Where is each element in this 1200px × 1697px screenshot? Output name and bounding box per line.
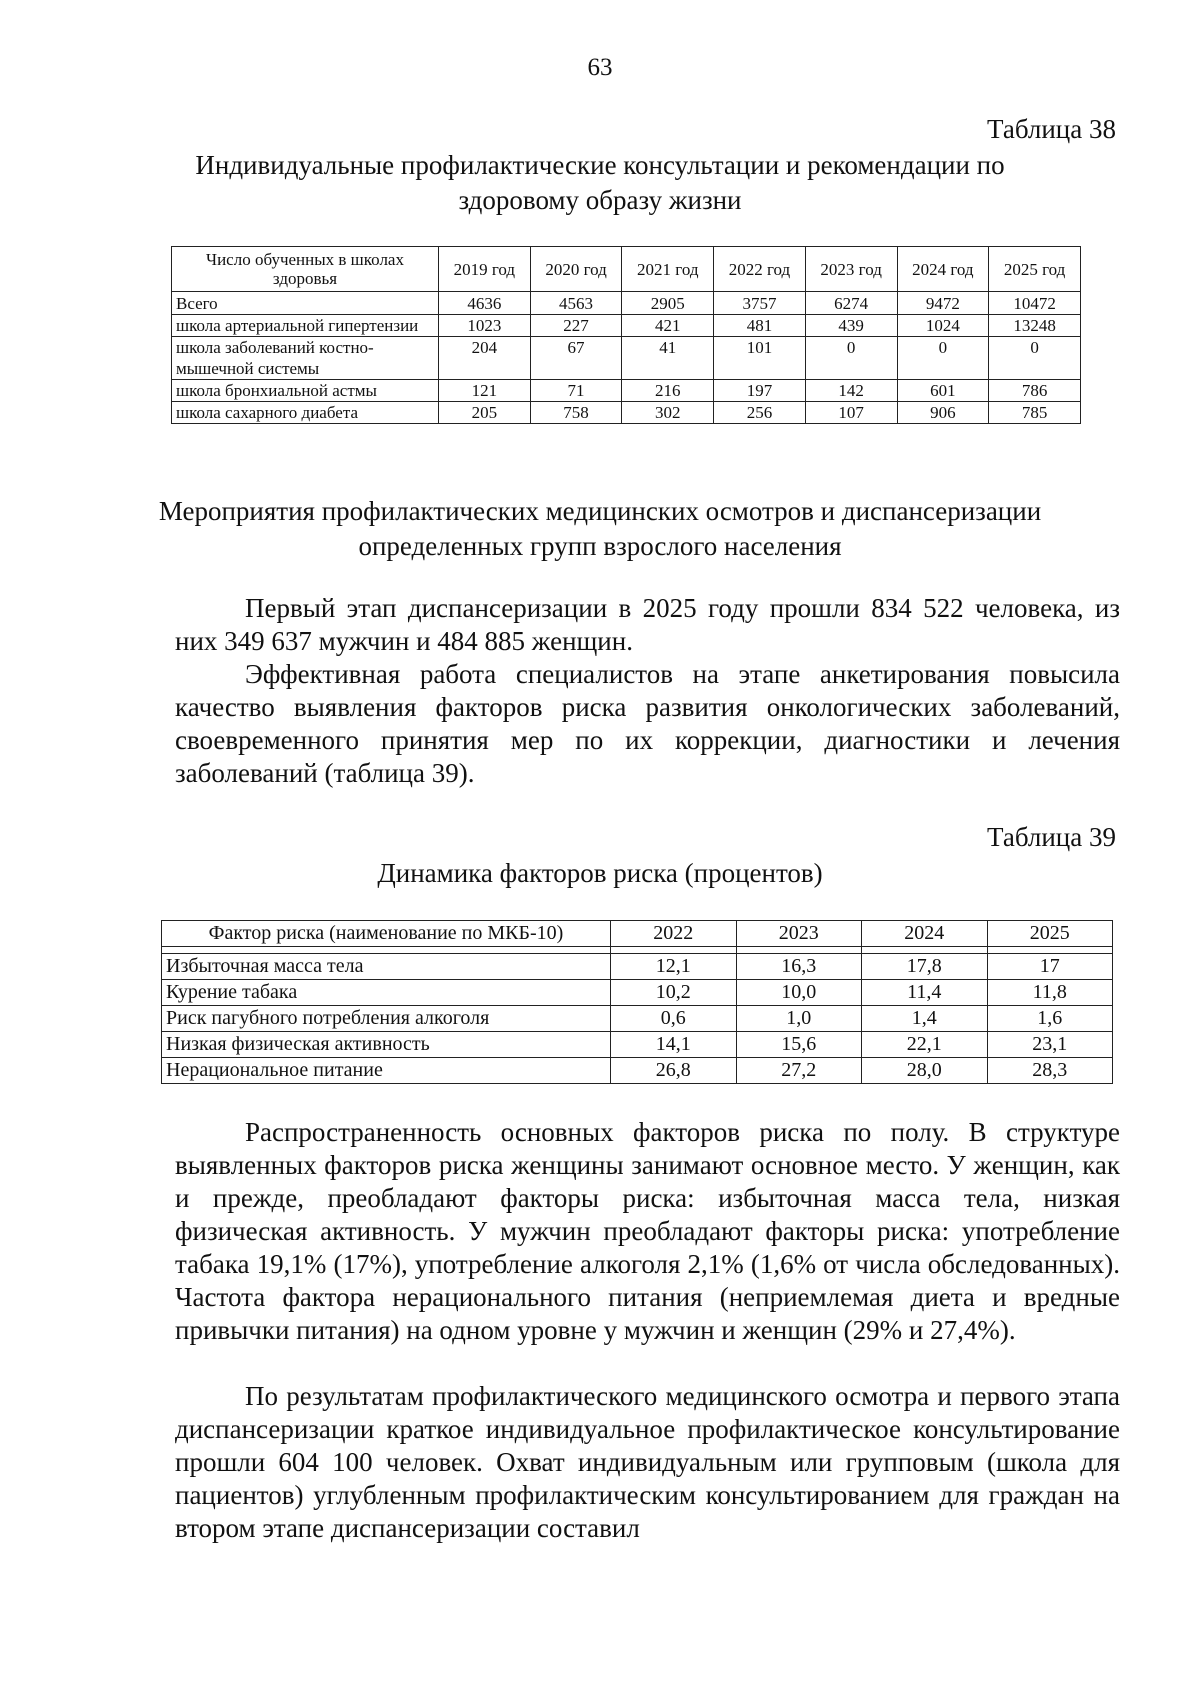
table38-cell: 785 bbox=[989, 402, 1081, 424]
table39-header-2022: 2022 bbox=[611, 921, 737, 947]
table39-cell: 28,3 bbox=[987, 1058, 1113, 1084]
table38-row-label: школа артериальной гипертензии bbox=[172, 315, 439, 337]
table39-row bbox=[162, 1032, 1113, 1058]
table38-cell: 302 bbox=[622, 402, 714, 424]
table39-cell: 10,2 bbox=[611, 980, 737, 1006]
table38-caption: Таблица 38 bbox=[987, 114, 1116, 144]
table38-cell: 439 bbox=[805, 315, 897, 337]
table39-cell: 17 bbox=[987, 954, 1113, 980]
table38-header-2021: 2021 год bbox=[622, 247, 714, 292]
table39-cell: 0,6 bbox=[611, 1006, 737, 1032]
table39-cell: 11,4 bbox=[862, 980, 988, 1006]
table38-cell: 71 bbox=[530, 380, 622, 402]
table39-cell: 15,6 bbox=[736, 1032, 862, 1058]
table38-row bbox=[172, 402, 1081, 424]
table38-header-2019: 2019 год bbox=[439, 247, 531, 292]
table38-row-label: школа сахарного диабета bbox=[172, 402, 439, 424]
table39-cell: 1,6 bbox=[987, 1006, 1113, 1032]
table38-cell: 0 bbox=[989, 337, 1081, 380]
table39-cell: 10,0 bbox=[736, 980, 862, 1006]
table39-row-label: Избыточная масса тела bbox=[162, 954, 611, 980]
table39-row bbox=[162, 1058, 1113, 1084]
table38-cell: 67 bbox=[530, 337, 622, 380]
table38-cell: 256 bbox=[714, 402, 806, 424]
table38-cell: 1024 bbox=[897, 315, 989, 337]
table38-row bbox=[172, 315, 1081, 337]
table38-cell: 906 bbox=[897, 402, 989, 424]
table39-spacer-cell bbox=[987, 947, 1113, 954]
table39-header-2023: 2023 bbox=[736, 921, 862, 947]
table39-cell: 1,0 bbox=[736, 1006, 862, 1032]
section-heading bbox=[120, 494, 1080, 564]
table39-cell: 12,1 bbox=[611, 954, 737, 980]
table38-cell: 4563 bbox=[530, 292, 622, 315]
table38-cell: 786 bbox=[989, 380, 1081, 402]
table39-cell: 28,0 bbox=[862, 1058, 988, 1084]
table39-cell: 27,2 bbox=[736, 1058, 862, 1084]
table38 bbox=[171, 246, 1081, 424]
table38-cell: 197 bbox=[714, 380, 806, 402]
table38-row-label: школа заболеваний костно-мышечной системы bbox=[172, 337, 439, 380]
table39-spacer-cell bbox=[611, 947, 737, 954]
table38-cell: 601 bbox=[897, 380, 989, 402]
table39-header-2025: 2025 bbox=[987, 921, 1113, 947]
table38-title-line2: здоровому образу жизни bbox=[458, 185, 742, 215]
paragraph-2: Эффективная работа специалистов на этапе анкетирования повысила качество выявления факторов риска развития онкологических заболеваний, своевременного принятия мер по их коррекции, диагностики и лечения заболеваний (таблица 39). bbox=[175, 659, 1120, 788]
paragraph-1: Первый этап диспансеризации в 2025 году прошли 834 522 человека, из них 349 637 мужчин и 484 885 женщин. bbox=[175, 593, 1120, 656]
table39-cell: 14,1 bbox=[611, 1032, 737, 1058]
table38-cell: 9472 bbox=[897, 292, 989, 315]
page-number: 63 bbox=[587, 54, 613, 81]
paragraph-3: Распространенность основных факторов риска по полу. В структуре выявленных факторов риска женщины занимают основное место. У женщин, как и прежде, преобладают факторы риска: избыточная масса тела, низкая физическая активность. У мужчин преобладают факторы риска: употребление табака 19,1% (17%), употребление алкоголя 2,1% (1,6% от числа обследованных). Частота фактора нерационального питания (неприемлемая диета и вредные привычки питания) на одном уровне у мужчин и женщин (29% и 27,4%). bbox=[175, 1117, 1120, 1345]
table39-row-label: Нерациональное питание bbox=[162, 1058, 611, 1084]
table39-spacer-cell bbox=[162, 947, 611, 954]
table38-cell: 758 bbox=[530, 402, 622, 424]
table38-cell: 1023 bbox=[439, 315, 531, 337]
table39-header-2024: 2024 bbox=[862, 921, 988, 947]
table38-cell: 10472 bbox=[989, 292, 1081, 315]
table39-row bbox=[162, 1006, 1113, 1032]
table38-header-2022: 2022 год bbox=[714, 247, 806, 292]
section-heading-line1: Мероприятия профилактических медицинских осмотров и диспансеризации bbox=[158, 496, 1042, 526]
table38-header-2024: 2024 год bbox=[897, 247, 989, 292]
table38-title bbox=[140, 148, 1060, 218]
table38-row bbox=[172, 292, 1081, 315]
table38-cell: 0 bbox=[897, 337, 989, 380]
table39-row-label: Низкая физическая активность bbox=[162, 1032, 611, 1058]
table38-cell: 107 bbox=[805, 402, 897, 424]
section-heading-line2: определенных групп взрослого населения bbox=[358, 531, 842, 561]
table39-title: Динамика факторов риска (процентов) bbox=[377, 858, 823, 888]
table39-cell: 16,3 bbox=[736, 954, 862, 980]
table38-row bbox=[172, 337, 1081, 380]
table38-row bbox=[172, 380, 1081, 402]
table39 bbox=[161, 920, 1113, 1084]
table39-spacer-cell bbox=[736, 947, 862, 954]
table39-cell: 11,8 bbox=[987, 980, 1113, 1006]
table38-title-line1: Индивидуальные профилактические консультации и рекомендации по bbox=[195, 150, 1005, 180]
table39-cell: 22,1 bbox=[862, 1032, 988, 1058]
table38-cell: 481 bbox=[714, 315, 806, 337]
table39-row bbox=[162, 980, 1113, 1006]
table38-cell: 227 bbox=[530, 315, 622, 337]
table38-header-2025: 2025 год bbox=[989, 247, 1081, 292]
table39-cell: 23,1 bbox=[987, 1032, 1113, 1058]
table38-row-label: Всего bbox=[172, 292, 439, 315]
table39-spacer-row bbox=[162, 947, 1113, 954]
table39-row-label: Курение табака bbox=[162, 980, 611, 1006]
table38-cell: 421 bbox=[622, 315, 714, 337]
table38-cell: 3757 bbox=[714, 292, 806, 315]
table38-cell: 205 bbox=[439, 402, 531, 424]
table38-header-row bbox=[172, 247, 1081, 292]
table38-cell: 13248 bbox=[989, 315, 1081, 337]
table39-row bbox=[162, 954, 1113, 980]
table38-header-label: Число обученных в школах здоровья bbox=[172, 247, 439, 292]
table38-cell: 121 bbox=[439, 380, 531, 402]
table38-header-2020: 2020 год bbox=[530, 247, 622, 292]
table38-header-2023: 2023 год bbox=[805, 247, 897, 292]
table38-cell: 41 bbox=[622, 337, 714, 380]
table39-spacer-cell bbox=[862, 947, 988, 954]
table39-cell: 17,8 bbox=[862, 954, 988, 980]
paragraph-4: По результатам профилактического медицинского осмотра и первого этапа диспансеризации краткое индивидуальное профилактическое консультирование прошли 604 100 человек. Охват индивидуальным или групповым (школа для пациентов) углубленным профилактическим консультированием для граждан на втором этапе диспансеризации составил bbox=[175, 1381, 1120, 1543]
table39-cell: 1,4 bbox=[862, 1006, 988, 1032]
table38-cell: 4636 bbox=[439, 292, 531, 315]
table38-cell: 0 bbox=[805, 337, 897, 380]
table38-cell: 216 bbox=[622, 380, 714, 402]
table39-row-label: Риск пагубного потребления алкоголя bbox=[162, 1006, 611, 1032]
table38-cell: 101 bbox=[714, 337, 806, 380]
table39-header-row bbox=[162, 921, 1113, 947]
table38-cell: 6274 bbox=[805, 292, 897, 315]
table39-cell: 26,8 bbox=[611, 1058, 737, 1084]
table38-row-label: школа бронхиальной астмы bbox=[172, 380, 439, 402]
table39-caption: Таблица 39 bbox=[987, 822, 1116, 852]
table39-header-label: Фактор риска (наименование по МКБ-10) bbox=[162, 921, 611, 947]
table38-cell: 142 bbox=[805, 380, 897, 402]
table38-cell: 2905 bbox=[622, 292, 714, 315]
table38-cell: 204 bbox=[439, 337, 531, 380]
